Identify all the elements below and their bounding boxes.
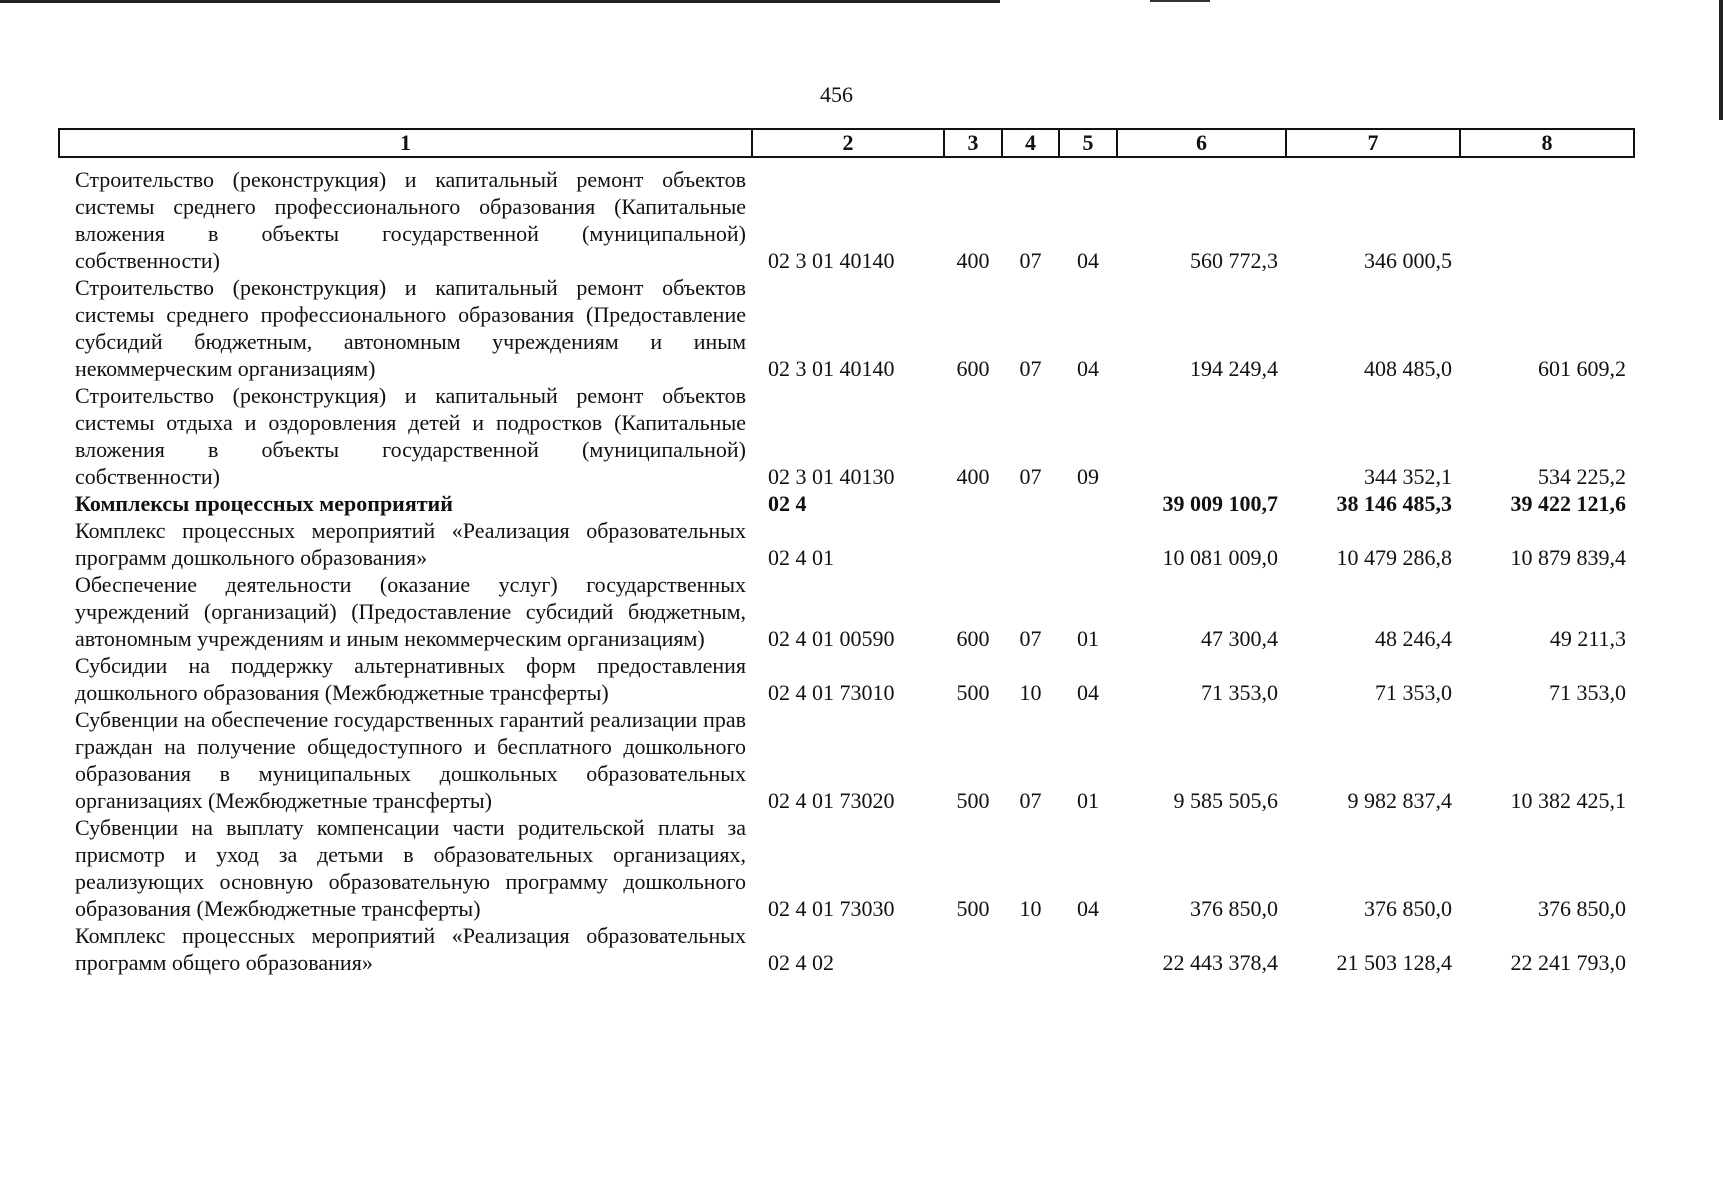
row-amount-year2: 346 000,5	[1364, 248, 1452, 273]
table-row	[59, 571, 1634, 652]
column-header: 4	[1002, 129, 1059, 157]
row-amount-year2: 71 353,0	[1375, 680, 1452, 705]
row-target-code: 02 4 01 73030	[768, 896, 895, 921]
column-header: 5	[1059, 129, 1117, 157]
row-description: Комплекс процессных мероприятий «Реализация образовательных программ общего образования»	[75, 923, 746, 975]
row-amount-year1: 194 249,4	[1190, 356, 1278, 381]
row-section: 07	[1019, 464, 1042, 489]
row-expense-type: 400	[956, 464, 990, 489]
row-section	[1002, 517, 1059, 571]
row-amount-year1: 39 009 100,7	[1162, 491, 1278, 516]
row-amount-year1: 47 300,4	[1201, 626, 1278, 651]
row-amount-year1: 560 772,3	[1190, 248, 1278, 273]
table-body	[59, 157, 1634, 976]
row-amount-year1: 71 353,0	[1201, 680, 1278, 705]
row-amount-year1: 376 850,0	[1190, 896, 1278, 921]
row-target-code: 02 3 01 40140	[768, 248, 895, 273]
scan-edge-right	[1719, 0, 1723, 120]
row-subsection	[1059, 517, 1117, 571]
row-amount-year2: 38 146 485,3	[1336, 491, 1452, 516]
row-target-code: 02 3 01 40130	[768, 464, 895, 489]
row-target-code: 02 4 01 73010	[768, 680, 895, 705]
scan-edge-top	[0, 0, 1000, 3]
row-section: 10	[1019, 896, 1042, 921]
table-row	[59, 517, 1634, 571]
row-expense-type: 500	[956, 788, 990, 813]
row-description: Обеспечение деятельности (оказание услуг) государственных учреждений (организаций) (Предоставление субсидий бюджетным, автономным учреждениям и иным некоммерческим организациям)	[75, 572, 746, 651]
row-description: Субсидии на поддержку альтернативных форм предоставления дошкольного образования (Межбюджетные трансферты)	[75, 653, 746, 705]
table-header-row	[59, 129, 1634, 157]
scan-edge-top-fragment	[1150, 0, 1210, 2]
row-subsection	[1059, 490, 1117, 517]
row-subsection: 09	[1077, 464, 1099, 489]
column-header: 1	[59, 129, 752, 157]
row-amount-year1: 22 443 378,4	[1162, 950, 1278, 975]
row-description: Комплексы процессных мероприятий	[75, 491, 453, 516]
page-number: 456	[820, 82, 853, 107]
row-section	[1002, 490, 1059, 517]
row-subsection: 04	[1077, 896, 1099, 921]
row-amount-year3: 39 422 121,6	[1510, 491, 1626, 516]
row-subsection: 01	[1077, 788, 1099, 813]
row-target-code: 02 4 01	[768, 545, 834, 570]
row-expense-type	[944, 922, 1002, 976]
row-amount-year2: 408 485,0	[1364, 356, 1452, 381]
row-section: 07	[1019, 626, 1042, 651]
row-amount-year2: 9 982 837,4	[1347, 788, 1452, 813]
row-amount-year1	[1117, 382, 1286, 490]
row-description: Субвенции на выплату компенсации части родительской платы за присмотр и уход за детьми в образовательных организациях, реализующих основную образовательную программу дошкольного образования (Межбюджетные трансферты)	[75, 815, 746, 921]
row-expense-type: 600	[956, 626, 990, 651]
row-target-code: 02 4 01 73020	[768, 788, 895, 813]
row-amount-year3: 534 225,2	[1538, 464, 1626, 489]
row-amount-year2: 344 352,1	[1364, 464, 1452, 489]
row-expense-type: 500	[956, 896, 990, 921]
row-section: 10	[1019, 680, 1042, 705]
row-subsection	[1059, 922, 1117, 976]
row-expense-type	[944, 517, 1002, 571]
table-row	[59, 490, 1634, 517]
row-amount-year3: 71 353,0	[1549, 680, 1626, 705]
row-description: Комплекс процессных мероприятий «Реализация образовательных программ дошкольного образования»	[75, 518, 746, 570]
row-target-code: 02 4 01 00590	[768, 626, 895, 651]
row-subsection: 04	[1077, 680, 1099, 705]
column-header: 6	[1117, 129, 1286, 157]
row-amount-year2: 10 479 286,8	[1336, 545, 1452, 570]
table-row	[59, 166, 1634, 274]
row-section	[1002, 922, 1059, 976]
row-amount-year2: 48 246,4	[1375, 626, 1452, 651]
row-amount-year3	[1460, 166, 1634, 274]
row-amount-year2: 21 503 128,4	[1336, 950, 1452, 975]
table-row	[59, 814, 1634, 922]
row-section: 07	[1019, 248, 1042, 273]
table-row	[59, 274, 1634, 382]
row-amount-year1: 9 585 505,6	[1173, 788, 1278, 813]
row-description: Строительство (реконструкция) и капитальный ремонт объектов системы среднего профессионального образования (Капитальные вложения в объекты государственной (муниципальной) собственности)	[75, 167, 746, 273]
column-header: 7	[1286, 129, 1460, 157]
row-target-code: 02 4	[768, 491, 807, 516]
table-spacer	[59, 157, 1634, 166]
row-target-code: 02 4 02	[768, 950, 834, 975]
row-description: Субвенции на обеспечение государственных гарантий реализации прав граждан на получение общедоступного и бесплатного дошкольного образования в муниципальных дошкольных образовательных организациях (Межбюджетные трансферты)	[75, 707, 746, 813]
row-section: 07	[1019, 356, 1042, 381]
row-amount-year3: 601 609,2	[1538, 356, 1626, 381]
column-header: 3	[944, 129, 1002, 157]
row-target-code: 02 3 01 40140	[768, 356, 895, 381]
row-expense-type: 400	[956, 248, 990, 273]
table-row	[59, 652, 1634, 706]
row-amount-year3: 376 850,0	[1538, 896, 1626, 921]
row-expense-type	[944, 490, 1002, 517]
budget-table	[58, 128, 1635, 976]
column-header: 8	[1460, 129, 1634, 157]
row-subsection: 01	[1077, 626, 1099, 651]
row-subsection: 04	[1077, 248, 1099, 273]
row-amount-year1: 10 081 009,0	[1162, 545, 1278, 570]
row-description: Строительство (реконструкция) и капитальный ремонт объектов системы отдыха и оздоровления детей и подростков (Капитальные вложения в объекты государственной (муниципальной) собственности)	[75, 383, 746, 489]
row-amount-year3: 22 241 793,0	[1510, 950, 1626, 975]
row-amount-year3: 10 382 425,1	[1510, 788, 1626, 813]
row-amount-year3: 49 211,3	[1549, 626, 1626, 651]
table-row	[59, 382, 1634, 490]
row-description: Строительство (реконструкция) и капитальный ремонт объектов системы среднего профессионального образования (Предоставление субсидий бюджетным, автономным учреждениям и иным некоммерческим организациям)	[75, 275, 746, 381]
column-header: 2	[752, 129, 944, 157]
table-row	[59, 922, 1634, 976]
row-subsection: 04	[1077, 356, 1099, 381]
row-expense-type: 500	[956, 680, 990, 705]
row-amount-year3: 10 879 839,4	[1510, 545, 1626, 570]
row-amount-year2: 376 850,0	[1364, 896, 1452, 921]
table-row	[59, 706, 1634, 814]
row-section: 07	[1019, 788, 1042, 813]
row-expense-type: 600	[956, 356, 990, 381]
